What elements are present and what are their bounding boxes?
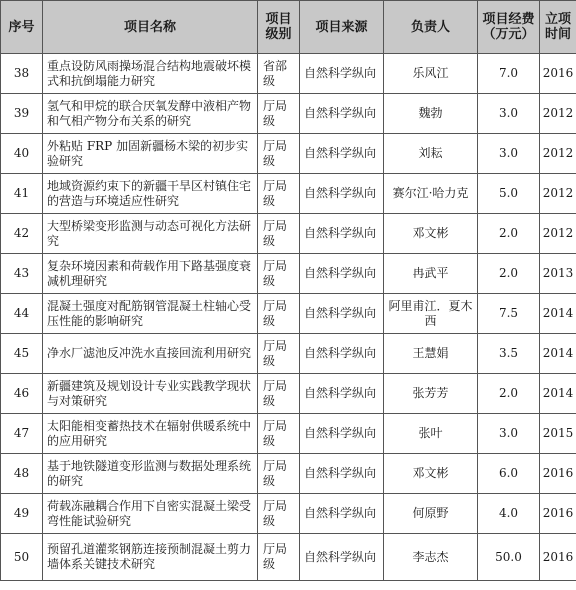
cell-name: 荷载冻融耦合作用下自密实混凝土梁受弯性能试验研究 bbox=[43, 494, 258, 534]
table-row bbox=[1, 134, 576, 174]
cell-source: 自然科学纵向 bbox=[300, 54, 384, 94]
cell-name: 氢气和甲烷的联合厌氧发酵中液相产物和气相产物分布关系的研究 bbox=[43, 94, 258, 134]
cell-source: 自然科学纵向 bbox=[300, 254, 384, 294]
cell-year: 2012 bbox=[540, 174, 576, 214]
cell-year: 2012 bbox=[540, 94, 576, 134]
cell-no: 40 bbox=[1, 134, 43, 174]
cell-owner: 邓文彬 bbox=[384, 214, 478, 254]
cell-no: 43 bbox=[1, 254, 43, 294]
cell-no: 44 bbox=[1, 294, 43, 334]
cell-owner: 邓文彬 bbox=[384, 454, 478, 494]
cell-owner: 李志杰 bbox=[384, 534, 478, 581]
cell-funding: 2.0 bbox=[478, 374, 540, 414]
cell-year: 2016 bbox=[540, 54, 576, 94]
cell-level: 厅局级 bbox=[258, 174, 300, 214]
cell-level: 厅局级 bbox=[258, 534, 300, 581]
cell-level: 厅局级 bbox=[258, 94, 300, 134]
cell-owner: 乐风江 bbox=[384, 54, 478, 94]
cell-name: 净水厂滤池反冲洗水直接回流利用研究 bbox=[43, 334, 258, 374]
cell-name: 复杂环境因素和荷载作用下路基强度衰减机理研究 bbox=[43, 254, 258, 294]
cell-level: 厅局级 bbox=[258, 494, 300, 534]
cell-source: 自然科学纵向 bbox=[300, 294, 384, 334]
cell-year: 2012 bbox=[540, 214, 576, 254]
cell-no: 49 bbox=[1, 494, 43, 534]
cell-owner: 张芳芳 bbox=[384, 374, 478, 414]
cell-name: 地域资源约束下的新疆干旱区村镇住宅的营造与环境适应性研究 bbox=[43, 174, 258, 214]
cell-owner: 冉武平 bbox=[384, 254, 478, 294]
table-header bbox=[1, 1, 576, 54]
table-row bbox=[1, 454, 576, 494]
cell-source: 自然科学纵向 bbox=[300, 134, 384, 174]
cell-funding: 3.0 bbox=[478, 94, 540, 134]
cell-source: 自然科学纵向 bbox=[300, 174, 384, 214]
cell-name: 太阳能相变蓄热技术在辐射供暖系统中的应用研究 bbox=[43, 414, 258, 454]
cell-level: 厅局级 bbox=[258, 254, 300, 294]
cell-source: 自然科学纵向 bbox=[300, 94, 384, 134]
cell-name: 基于地铁隧道变形监测与数据处理系统的研究 bbox=[43, 454, 258, 494]
cell-no: 46 bbox=[1, 374, 43, 414]
table-row bbox=[1, 294, 576, 334]
cell-level: 厅局级 bbox=[258, 334, 300, 374]
table-row bbox=[1, 334, 576, 374]
cell-no: 42 bbox=[1, 214, 43, 254]
cell-level: 省部级 bbox=[258, 54, 300, 94]
cell-no: 45 bbox=[1, 334, 43, 374]
cell-name: 混凝土强度对配筋钢管混凝土柱轴心受压性能的影响研究 bbox=[43, 294, 258, 334]
cell-source: 自然科学纵向 bbox=[300, 534, 384, 581]
table-row bbox=[1, 174, 576, 214]
table-row bbox=[1, 414, 576, 454]
cell-owner: 王慧娟 bbox=[384, 334, 478, 374]
cell-funding: 4.0 bbox=[478, 494, 540, 534]
cell-year: 2016 bbox=[540, 454, 576, 494]
cell-source: 自然科学纵向 bbox=[300, 334, 384, 374]
header-year: 立项时间 bbox=[540, 1, 576, 54]
cell-funding: 2.0 bbox=[478, 254, 540, 294]
table-row bbox=[1, 254, 576, 294]
cell-owner: 魏勃 bbox=[384, 94, 478, 134]
header-level: 项目级别 bbox=[258, 1, 300, 54]
cell-owner: 刘耘 bbox=[384, 134, 478, 174]
cell-no: 41 bbox=[1, 174, 43, 214]
cell-level: 厅局级 bbox=[258, 214, 300, 254]
cell-level: 厅局级 bbox=[258, 454, 300, 494]
table-row bbox=[1, 94, 576, 134]
cell-year: 2015 bbox=[540, 414, 576, 454]
cell-source: 自然科学纵向 bbox=[300, 214, 384, 254]
cell-year: 2012 bbox=[540, 134, 576, 174]
cell-name: 预留孔道灌浆钢筋连接预制混凝土剪力墙体系关键技术研究 bbox=[43, 534, 258, 581]
cell-funding: 3.0 bbox=[478, 414, 540, 454]
cell-owner: 赛尔江·哈力克 bbox=[384, 174, 478, 214]
cell-funding: 6.0 bbox=[478, 454, 540, 494]
header-no: 序号 bbox=[1, 1, 43, 54]
cell-no: 48 bbox=[1, 454, 43, 494]
cell-name: 重点设防风雨操场混合结构地震破坏模式和抗倒塌能力研究 bbox=[43, 54, 258, 94]
cell-funding: 2.0 bbox=[478, 214, 540, 254]
cell-source: 自然科学纵向 bbox=[300, 414, 384, 454]
cell-owner: 阿里甫江．夏木西 bbox=[384, 294, 478, 334]
cell-source: 自然科学纵向 bbox=[300, 454, 384, 494]
cell-no: 50 bbox=[1, 534, 43, 581]
cell-funding: 5.0 bbox=[478, 174, 540, 214]
header-owner: 负责人 bbox=[384, 1, 478, 54]
cell-no: 47 bbox=[1, 414, 43, 454]
cell-funding: 3.0 bbox=[478, 134, 540, 174]
cell-no: 39 bbox=[1, 94, 43, 134]
cell-no: 38 bbox=[1, 54, 43, 94]
cell-name: 新疆建筑及规划设计专业实践教学现状与对策研究 bbox=[43, 374, 258, 414]
header-funding: 项目经费（万元） bbox=[478, 1, 540, 54]
cell-level: 厅局级 bbox=[258, 374, 300, 414]
cell-owner: 张叶 bbox=[384, 414, 478, 454]
header-name: 项目名称 bbox=[43, 1, 258, 54]
cell-year: 2013 bbox=[540, 254, 576, 294]
table-row bbox=[1, 494, 576, 534]
table-row bbox=[1, 214, 576, 254]
header-source: 项目来源 bbox=[300, 1, 384, 54]
cell-funding: 7.5 bbox=[478, 294, 540, 334]
cell-level: 厅局级 bbox=[258, 294, 300, 334]
cell-level: 厅局级 bbox=[258, 134, 300, 174]
table-row bbox=[1, 534, 576, 581]
cell-owner: 何原野 bbox=[384, 494, 478, 534]
cell-funding: 50.0 bbox=[478, 534, 540, 581]
cell-funding: 7.0 bbox=[478, 54, 540, 94]
cell-source: 自然科学纵向 bbox=[300, 374, 384, 414]
cell-name: 大型桥梁变形监测与动态可视化方法研究 bbox=[43, 214, 258, 254]
cell-source: 自然科学纵向 bbox=[300, 494, 384, 534]
cell-year: 2014 bbox=[540, 374, 576, 414]
table-body bbox=[1, 54, 576, 581]
cell-year: 2016 bbox=[540, 534, 576, 581]
table-row bbox=[1, 54, 576, 94]
cell-level: 厅局级 bbox=[258, 414, 300, 454]
cell-year: 2014 bbox=[540, 334, 576, 374]
table-row bbox=[1, 374, 576, 414]
cell-name: 外粘贴 FRP 加固新疆杨木梁的初步实验研究 bbox=[43, 134, 258, 174]
header-row bbox=[1, 1, 576, 54]
cell-year: 2016 bbox=[540, 494, 576, 534]
cell-year: 2014 bbox=[540, 294, 576, 334]
cell-funding: 3.5 bbox=[478, 334, 540, 374]
